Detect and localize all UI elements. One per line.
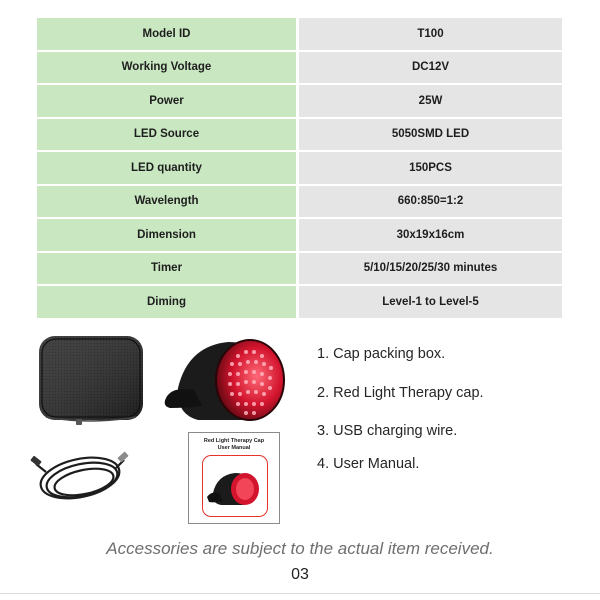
spec-label: Power (37, 85, 296, 117)
usb-cable-image (30, 442, 130, 510)
footer-divider (0, 593, 600, 594)
accessory-item: 4. User Manual. (317, 456, 420, 472)
accessory-item: 2. Red Light Therapy cap. (317, 385, 484, 401)
spec-value: 30x19x16cm (299, 219, 562, 251)
spec-label: Working Voltage (37, 52, 296, 84)
spec-row (37, 52, 562, 84)
manual-title-line-2: User Manual (217, 444, 251, 451)
spec-value: 150PCS (299, 152, 562, 184)
spec-label: LED Source (37, 119, 296, 151)
spec-label: Dimension (37, 219, 296, 251)
spec-value: T100 (299, 18, 562, 50)
spec-label: Timer (37, 253, 296, 285)
spec-label: Diming (37, 286, 296, 318)
spec-row (37, 253, 562, 285)
manual-cover-frame (202, 455, 268, 517)
spec-label: Model ID (37, 18, 296, 50)
spec-row (37, 186, 562, 218)
accessory-item: 3. USB charging wire. (317, 423, 458, 439)
spec-label: LED quantity (37, 152, 296, 184)
accessories-note: Accessories are subject to the actual item received. (106, 539, 494, 558)
spec-value: DC12V (299, 52, 562, 84)
user-manual-image (188, 432, 280, 524)
therapy-cap-image (158, 328, 293, 431)
manual-cover-title (189, 438, 279, 451)
spec-table (37, 16, 562, 320)
spec-value: 5/10/15/20/25/30 minutes (299, 253, 562, 285)
spec-row (37, 152, 562, 184)
spec-value: Level-1 to Level-5 (299, 286, 562, 318)
manual-title-line-1: Red Light Therapy Cap (203, 438, 265, 444)
accessory-item: 1. Cap packing box. (317, 346, 446, 362)
spec-value: 25W (299, 85, 562, 117)
spec-row (37, 286, 562, 318)
spec-value: 5050SMD LED (299, 119, 562, 151)
spec-row (37, 119, 562, 151)
carry-bag-image (36, 333, 146, 428)
page-number: 03 (291, 566, 309, 583)
spec-row (37, 18, 562, 50)
spec-row (37, 219, 562, 251)
spec-row (37, 85, 562, 117)
spec-label: Wavelength (37, 186, 296, 218)
spec-value: 660:850=1:2 (299, 186, 562, 218)
